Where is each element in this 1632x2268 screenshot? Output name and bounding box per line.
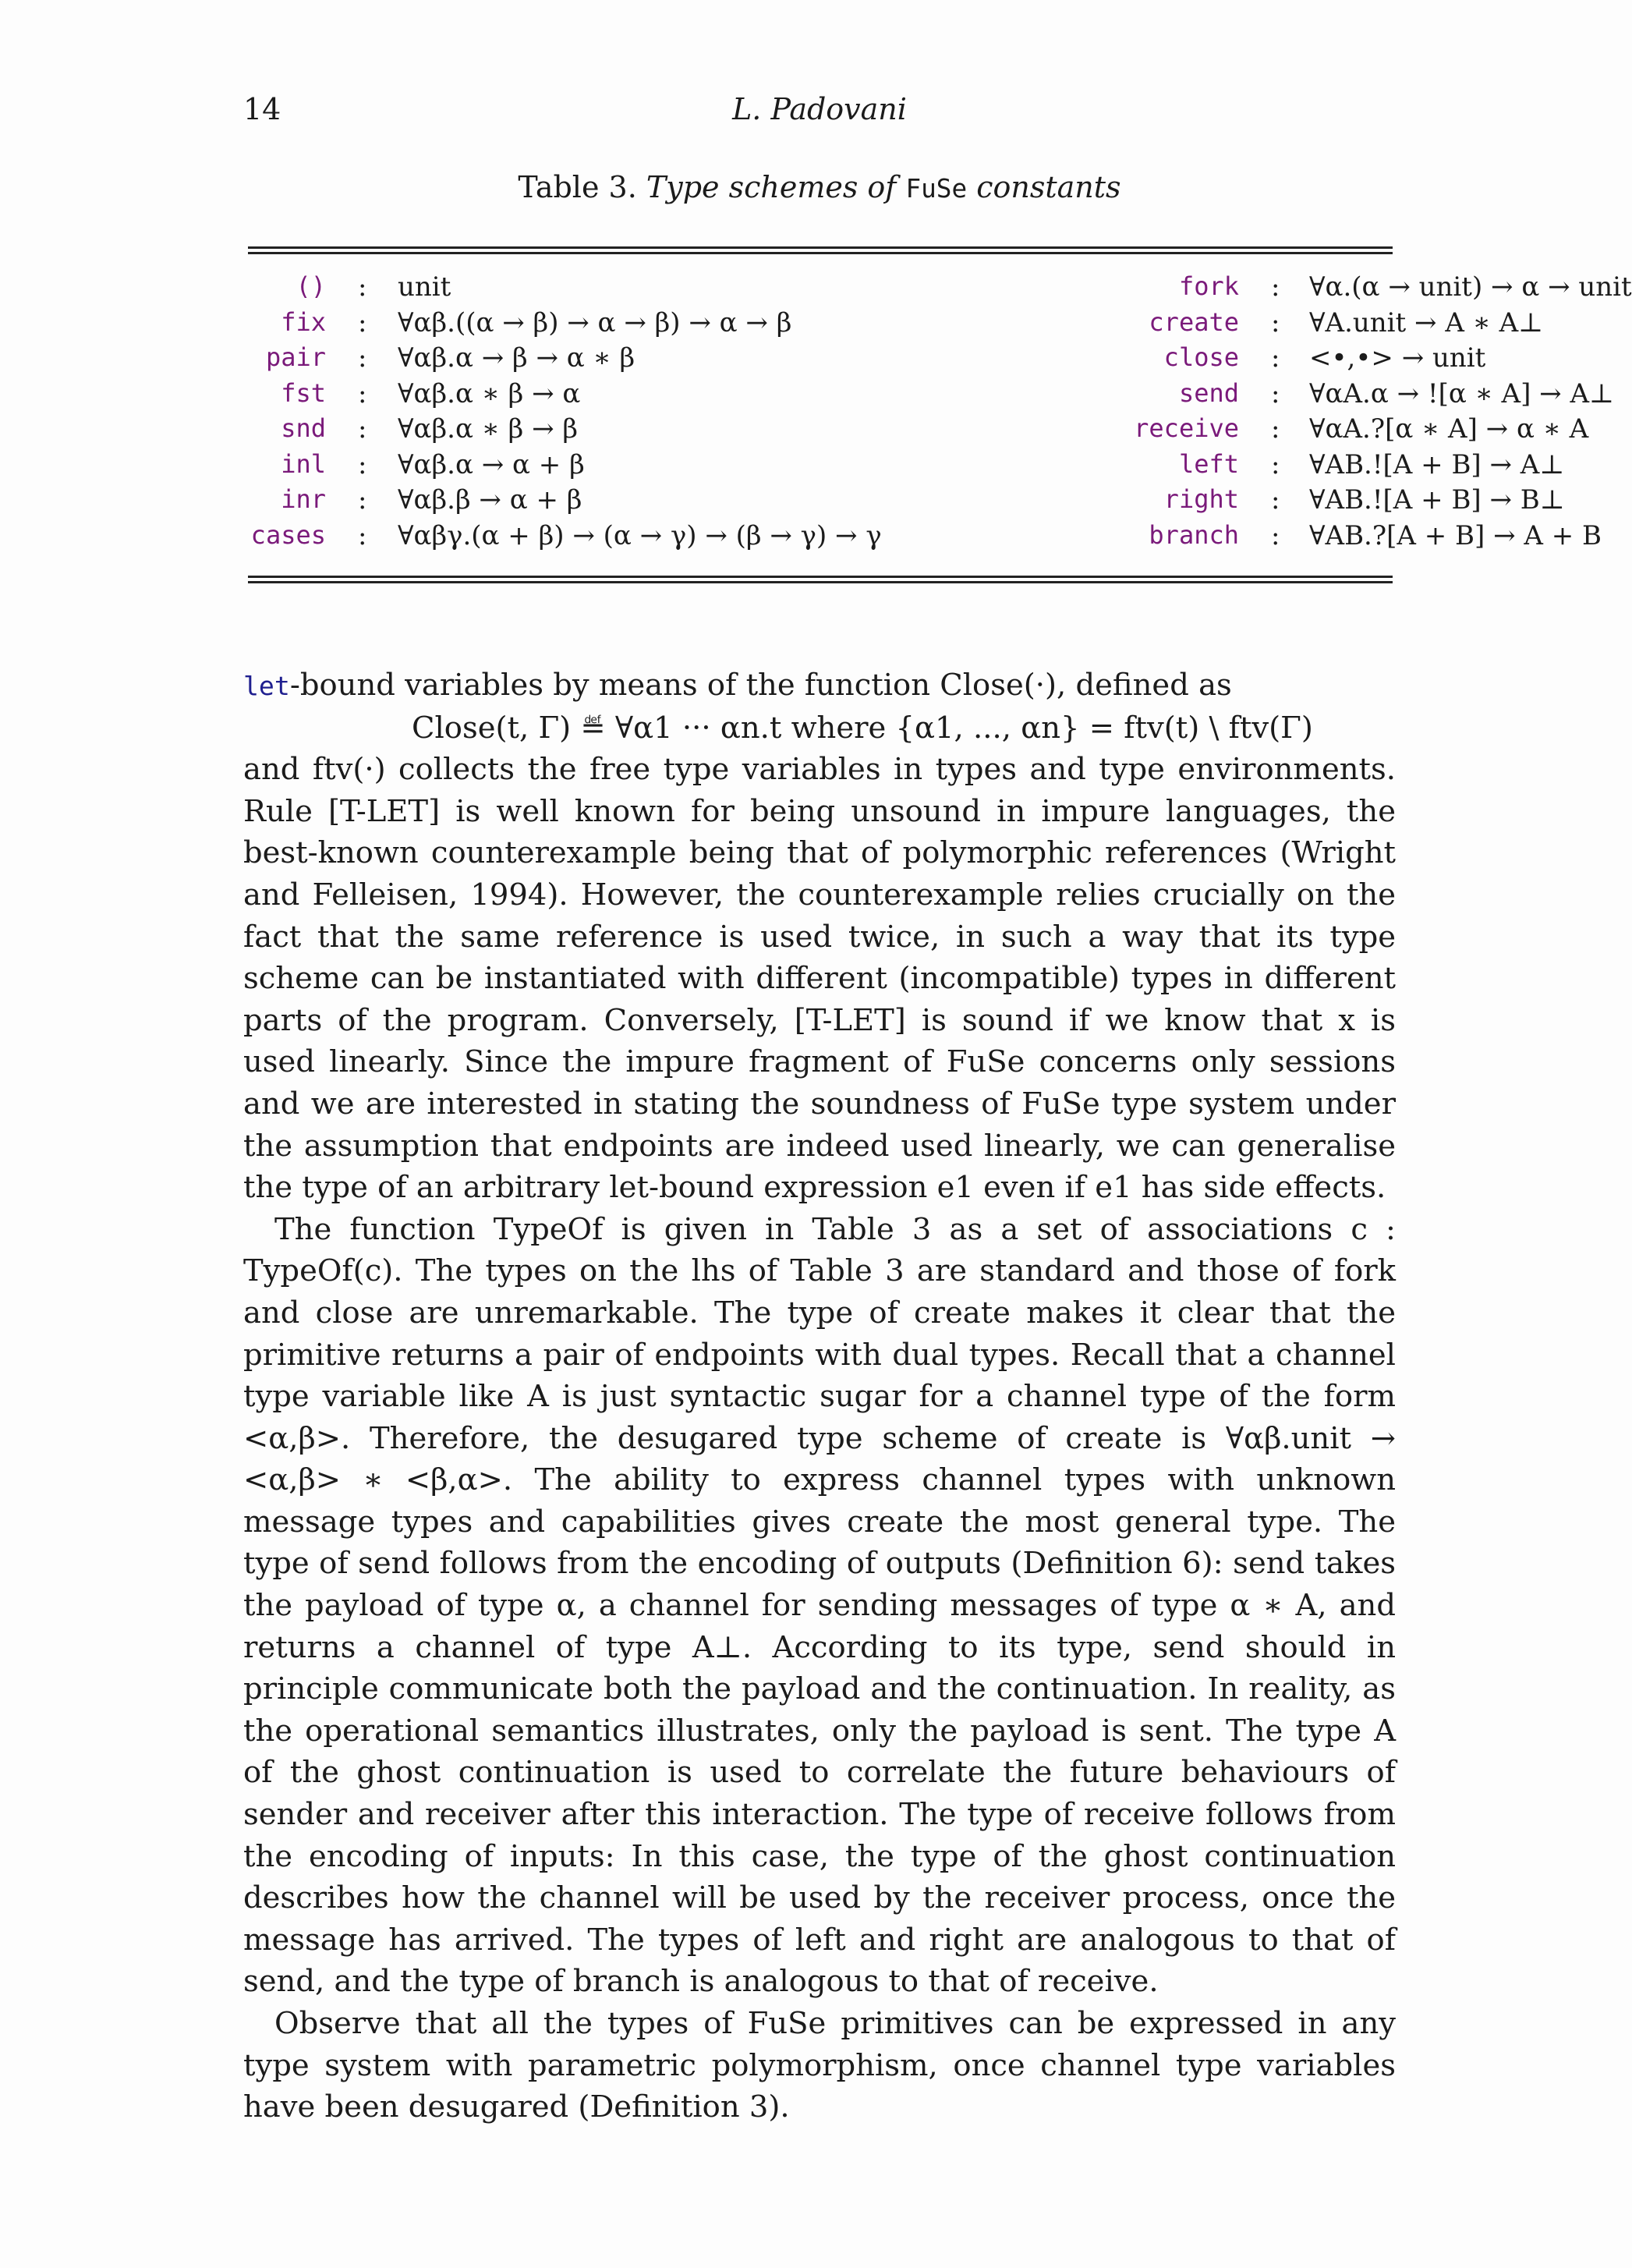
intro-rest: -bound variables by means of the function Close(·), defined as — [289, 668, 1232, 703]
constant-name: create — [1149, 307, 1239, 337]
intro-line — [243, 664, 1396, 707]
constant-name: inl — [281, 448, 326, 479]
constant-name: fix — [281, 307, 326, 337]
table-row-left-5 — [243, 413, 867, 449]
type-colon: : — [1271, 413, 1280, 445]
table-right-column — [863, 271, 1632, 555]
type-scheme: ∀αβ.α ∗ β → β — [398, 413, 579, 445]
type-scheme: ∀αA.α → ![α ∗ A] → A⊥ — [1309, 377, 1614, 409]
table-row-right-6 — [863, 448, 1565, 485]
table-row-right-4 — [863, 377, 1614, 414]
constant-name: fork — [1178, 271, 1239, 301]
type-colon: : — [1271, 271, 1280, 303]
table-row-left-4 — [243, 378, 867, 414]
table-bottom-rule-2 — [248, 581, 1393, 583]
constant-name: cases — [250, 519, 326, 550]
table-row-right-5 — [863, 413, 1589, 449]
constant-name: left — [1178, 448, 1239, 479]
body-text — [243, 664, 1396, 2128]
table-bottom-rule-1 — [248, 576, 1393, 578]
constant-name: branch — [1149, 519, 1239, 550]
type-colon: : — [358, 448, 367, 480]
constant-name: right — [1163, 484, 1239, 514]
caption-text-a: Type schemes of — [646, 170, 897, 204]
table-left-column — [243, 271, 882, 555]
running-head — [243, 92, 1396, 139]
constant-name: send — [1178, 377, 1239, 408]
type-colon: : — [358, 271, 367, 303]
type-scheme: ∀AB.![A + B] → B⊥ — [1309, 484, 1565, 516]
table-row-left-1 — [243, 271, 867, 307]
table-row-right-1 — [863, 271, 1632, 307]
constant-name: () — [296, 271, 326, 301]
type-colon: : — [358, 307, 367, 338]
type-colon: : — [1271, 519, 1280, 551]
table-row-left-3 — [243, 342, 867, 378]
caption-label: Table 3. — [518, 170, 637, 204]
type-scheme: ∀αβγ.(α + β) → (α → γ) → (β → γ) → γ — [398, 519, 882, 551]
type-scheme: ∀αβ.β → α + β — [398, 484, 582, 516]
type-colon: : — [1271, 342, 1280, 374]
table-top-rule-1 — [248, 246, 1393, 249]
table-top-rule-2 — [248, 252, 1393, 254]
constant-name: fst — [281, 377, 326, 408]
type-scheme: ∀AB.![A + B] → A⊥ — [1309, 448, 1565, 480]
let-keyword: let — [243, 671, 290, 701]
type-colon: : — [358, 413, 367, 445]
paragraph-1: and ftv(·) collects the free type variables in types and type environments. Rule [T-LET] is well known for being unsound in impure languages, the best-known counterexample being that of polymorphic references (Wright and Felleisen, 1994). However, the counterexample relies crucially on the fact that the same reference is used twice, in such a way that its type scheme can be instantiated with different (incompatible) types in different parts of the program. Conversely, [T-LET] is sound if we know that x is used linearly. Since the impure fragment of FuSe concerns only sessions and we are interested in stating the soundness of FuSe type system under the assumption that endpoints are indeed used linearly, we can generalise the type of an arbitrary let-bound expression e1 even if e1 has side effects. — [243, 752, 1396, 1206]
constant-name: inr — [281, 484, 326, 514]
type-scheme: ∀A.unit → A ∗ A⊥ — [1309, 307, 1544, 338]
table-row-left-2 — [243, 307, 867, 343]
type-colon: : — [358, 377, 367, 409]
constant-name: pair — [265, 342, 326, 372]
type-colon: : — [1271, 448, 1280, 480]
table-row-right-3 — [863, 342, 1486, 378]
running-author: L. Padovani — [732, 92, 907, 126]
constant-name: close — [1163, 342, 1239, 372]
caption-code: FuSe — [905, 174, 968, 204]
caption-text-b: constants — [976, 170, 1121, 204]
type-colon: : — [1271, 377, 1280, 409]
type-scheme: ∀αβ.α → β → α ∗ β — [398, 342, 635, 374]
type-scheme: ∀αβ.α → α + β — [398, 448, 585, 480]
table-row-left-7 — [243, 484, 867, 520]
close-definition: Close(t, Γ) ≝ ∀α1 ··· αn.t where {α1, ..., αn} = ftv(t) \ ftv(Γ) — [412, 710, 1313, 746]
table-row-left-6 — [243, 449, 867, 485]
type-scheme: ∀αβ.((α → β) → α → β) → α → β — [398, 307, 792, 338]
table-row-right-8 — [863, 519, 1602, 556]
table-row-left-8 — [243, 519, 882, 556]
type-colon: : — [358, 484, 367, 516]
type-scheme: <•,•> → unit — [1309, 342, 1486, 374]
constant-name: receive — [1134, 413, 1239, 443]
type-colon: : — [1271, 484, 1280, 516]
constant-name: snd — [281, 413, 326, 443]
type-colon: : — [1271, 307, 1280, 338]
type-colon: : — [358, 342, 367, 374]
table-caption — [243, 170, 1396, 204]
paragraph-2: The function TypeOf is given in Table 3 as a set of associations c : TypeOf(c). The types on the lhs of Table 3 are standard and those of fork and close are unremarkable. The type of create makes it clear that the primitive returns a pair of endpoints with dual types. Recall that a channel type variable like A is just syntactic sugar for a channel type of the form <α,β>. Therefore, the desugared type scheme of create is ∀αβ.unit → <α,β> ∗ <β,α>. The ability to express channel types with unknown message types and capabilities gives create the most general type. The type of send follows from the encoding of outputs (Definition 6): send takes the payload of type α, a channel for sending messages of type α ∗ A, and returns a channel of type A⊥. According to its type, send should in principle communicate both the payload and the continuation. In reality, as the operational semantics illustrates, only the payload is sent. The type A of the ghost continuation is used to correlate the future behaviours of sender and receiver after this interaction. The type of receive follows from the encoding of inputs: In this case, the type of the ghost continuation describes how the channel will be used by the receiver process, once the message has arrived. The types of left and right are analogous to that of send, and the type of branch is analogous to that of receive. — [243, 1211, 1396, 2000]
type-scheme: ∀αβ.α ∗ β → α — [398, 377, 581, 409]
type-scheme: ∀AB.?[A + B] → A + B — [1309, 519, 1602, 551]
type-scheme: unit — [398, 271, 451, 303]
paragraph-3: Observe that all the types of FuSe primitives can be expressed in any type system with parametric polymorphism, once channel type variables have been desugared (Definition 3). — [243, 2006, 1396, 2125]
type-scheme: ∀αA.?[α ∗ A] → α ∗ A — [1309, 413, 1589, 445]
table-row-right-2 — [863, 307, 1544, 343]
table-row-right-7 — [863, 484, 1565, 520]
type-scheme: ∀α.(α → unit) → α → unit — [1309, 271, 1632, 303]
page-number: 14 — [243, 92, 281, 126]
type-colon: : — [358, 519, 367, 551]
